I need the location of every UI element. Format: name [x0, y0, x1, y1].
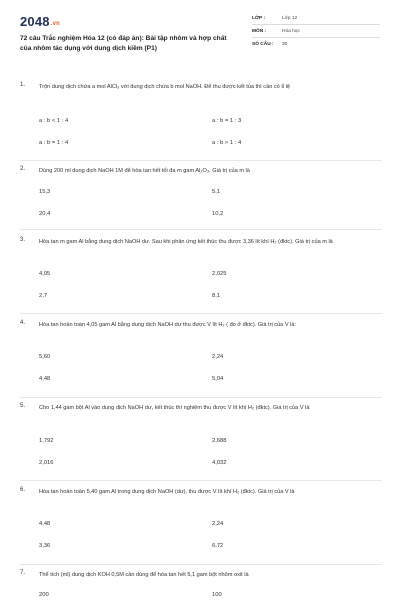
answer-option[interactable]: 4,48 [39, 376, 51, 382]
question-text: Cho 1,44 gam bột Al vào dung dịch NaOH dư, kết thúc thí nghiệm thu được V lít khí H₂ (đktc). Giá trị của V là [39, 405, 310, 411]
answer-option[interactable]: 2,24 [212, 521, 224, 527]
answer-option[interactable]: 2,24 [212, 354, 224, 360]
answer-option[interactable]: 15,3 [39, 189, 51, 195]
answer-option[interactable]: 2,025 [212, 271, 227, 277]
question-3 [20, 237, 382, 319]
answer-option[interactable]: 4,05 [39, 271, 51, 277]
question-number: 2. [20, 166, 26, 172]
answer-option[interactable]: a : b = 1 : 3 [212, 118, 242, 124]
answer-option[interactable]: 20,4 [39, 211, 51, 217]
answer-option[interactable]: a : b > 1 : 4 [212, 140, 242, 146]
divider [20, 160, 382, 161]
question-text: Thể tích (ml) dung dịch KOH 0,5M cần dùng để hòa tan hết 5,1 gam bột nhôm oxit là [39, 572, 249, 578]
answer-option[interactable]: 10,2 [212, 211, 224, 217]
answer-option[interactable]: 2,688 [212, 438, 227, 444]
meta-row-class [252, 12, 380, 25]
question-1 [20, 82, 382, 170]
answer-option[interactable]: 6,72 [212, 543, 224, 549]
divider [20, 397, 382, 398]
divider [20, 564, 382, 565]
meta-value: Hóa học [282, 28, 300, 34]
meta-row-count [252, 38, 380, 51]
site-logo[interactable] [20, 14, 60, 29]
logo-text: 2048 [20, 14, 50, 29]
divider [20, 480, 382, 481]
question-number: 3. [20, 237, 26, 243]
meta-key: MÔN : [252, 28, 267, 34]
question-5 [20, 403, 382, 487]
answer-option[interactable]: a : b < 1 : 4 [39, 118, 69, 124]
answer-option[interactable]: 200 [39, 592, 49, 598]
meta-value: 30 [282, 42, 288, 47]
question-2 [20, 166, 382, 232]
divider [20, 229, 382, 230]
question-text: Hòa tan hoàn toàn 5,40 gam Al trong dung dịch NaOH (dư), thu được V lít khí H₂ (đktc). Giá trị của V là [39, 489, 295, 495]
answer-option[interactable]: 2,7 [39, 293, 48, 299]
answer-option[interactable]: a : b = 1 : 4 [39, 140, 69, 146]
answer-option[interactable]: 4,48 [39, 521, 51, 527]
page-header [0, 0, 400, 78]
question-6 [20, 487, 382, 567]
question-text: Trộn dung dịch chứa a mol AlCl₃ với dung dịch chứa b mol NaOH. Để thu được kết tủa thì cần có tỉ lệ [39, 84, 291, 90]
divider [20, 313, 382, 314]
question-number: 4. [20, 320, 26, 326]
meta-row-subject [252, 25, 380, 38]
question-number: 5. [20, 403, 26, 409]
question-7 [20, 570, 382, 600]
question-text: Hòa tan m gam Al bằng dung dịch NaOH dư. Sau khi phản ứng kết thúc thu được 3,36 lít khí H₂ (đktc). Giá trị của m là [39, 239, 333, 245]
answer-option[interactable]: 5,60 [39, 354, 51, 360]
question-number: 6. [20, 487, 26, 493]
meta-value: Lớp 12 [282, 15, 298, 21]
question-text: Hòa tan hoàn toàn 4,05 gam Al bằng dung dịch NaOH dư thu được V lít H₂ ( đo ở đktc). Giá trị của V là: [39, 322, 297, 328]
logo-suffix: .vn [50, 21, 61, 27]
answer-option[interactable]: 1,792 [39, 438, 54, 444]
meta-table [252, 12, 380, 51]
document-title: 72 câu Trắc nghiệm Hóa 12 (có đáp án): Bài tập nhôm và hợp chất của nhôm tác dụng với dung dịch kiềm (P1) [20, 35, 227, 52]
meta-key: SỐ CÂU : [252, 42, 274, 47]
answer-option[interactable]: 3,36 [39, 543, 51, 549]
answer-option[interactable]: 8,1 [212, 293, 221, 299]
answer-option[interactable]: 2,016 [39, 460, 54, 466]
meta-key: LỚP : [252, 15, 266, 21]
question-number: 7. [20, 570, 26, 576]
question-4 [20, 320, 382, 404]
answer-option[interactable]: 100 [212, 592, 222, 598]
question-text: Dùng 200 ml dung dịch NaOH 1M để hòa tan hết tối đa m gam Al₂O₃. Giá trị của m là [39, 168, 250, 174]
answer-option[interactable]: 5,04 [212, 376, 224, 382]
answer-option[interactable]: 4,032 [212, 460, 227, 466]
question-number: 1. [20, 82, 26, 88]
answer-option[interactable]: 5,1 [212, 189, 221, 195]
